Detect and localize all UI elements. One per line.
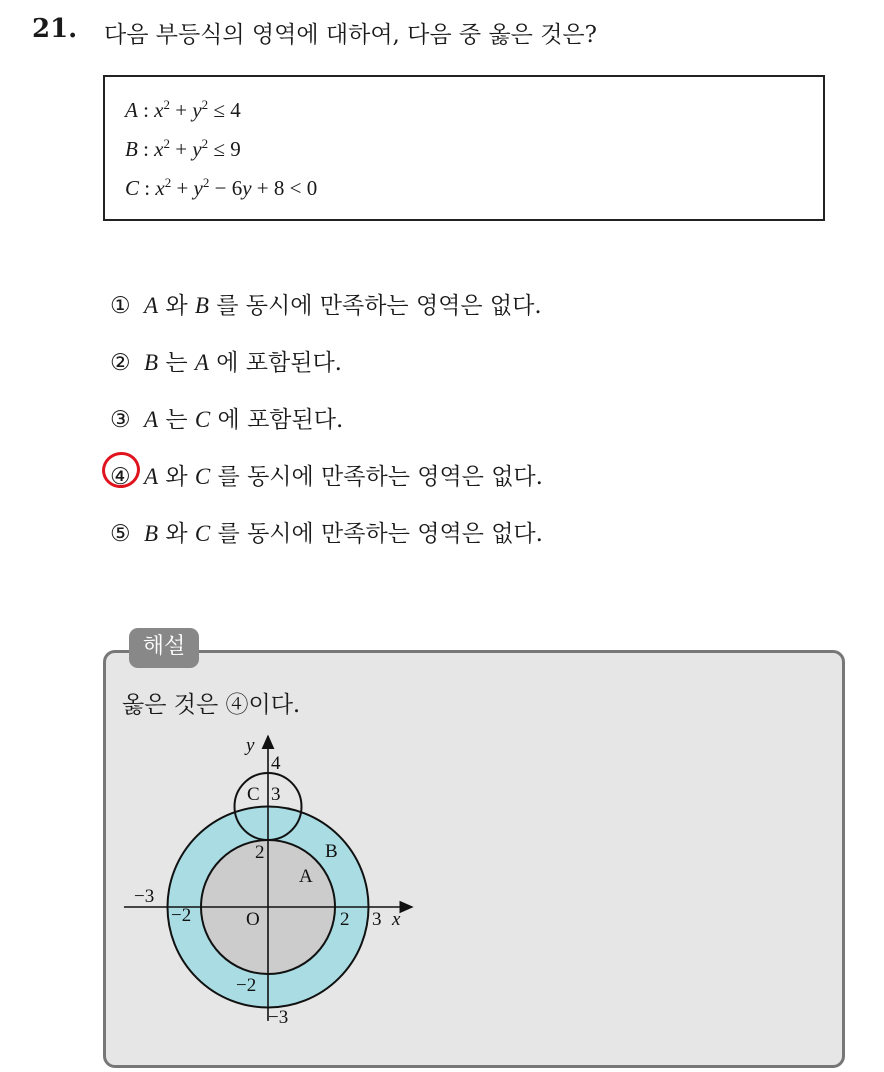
choice-mark: ② [110, 350, 131, 376]
circle-a-label: A [299, 866, 313, 887]
y-tick-3: 3 [271, 784, 281, 805]
y-tick-4: 4 [271, 753, 281, 774]
choice-5[interactable]: ⑤ B 와 C 를 동시에 만족하는 영역은 없다. [110, 521, 543, 547]
circle-b-label: B [325, 841, 338, 862]
origin-label: O [246, 909, 260, 930]
choice-mark: ④ [110, 464, 131, 490]
choice-mark: ① [110, 293, 131, 319]
choice-3[interactable]: ③ A 는 C 에 포함된다. [110, 407, 344, 433]
x-axis-label: x [392, 909, 401, 930]
condition-b: B : $x^2 + y^2 \le 9$ [125, 136, 241, 161]
choice-2[interactable]: ② B 는 A 에 포함된다. [110, 350, 342, 376]
y-tick-neg3: −3 [268, 1007, 289, 1028]
choice-mark: ⑤ [110, 521, 131, 547]
x-tick-2: 2 [340, 909, 350, 930]
condition-a: A : $x^2 + y^2 \le 4$ [125, 97, 241, 122]
x-tick-neg3: −3 [134, 886, 155, 907]
choice-mark: ③ [110, 407, 131, 433]
choice-4[interactable]: ④ A 와 C 를 동시에 만족하는 영역은 없다. [110, 464, 543, 490]
solution-tab: 해설 [129, 628, 199, 668]
y-axis-label: y [246, 735, 255, 756]
solution-answer: 옳은 것은 ④이다. [122, 692, 301, 718]
y-tick-neg2: −2 [236, 975, 257, 996]
question-number: 21. [32, 14, 78, 44]
question-text: 다음 부등식의 영역에 대하여, 다음 중 옳은 것은? [104, 22, 597, 48]
circle-c-label: C [247, 784, 260, 805]
condition-c: C : $x^2 + y^2 - 6y + 8 < 0$ [125, 175, 318, 200]
choice-1[interactable]: ① A 와 B 를 동시에 만족하는 영역은 없다. [110, 293, 542, 319]
y-tick-2: 2 [255, 842, 265, 863]
x-tick-neg2: −2 [171, 905, 192, 926]
x-tick-3: 3 [372, 909, 382, 930]
